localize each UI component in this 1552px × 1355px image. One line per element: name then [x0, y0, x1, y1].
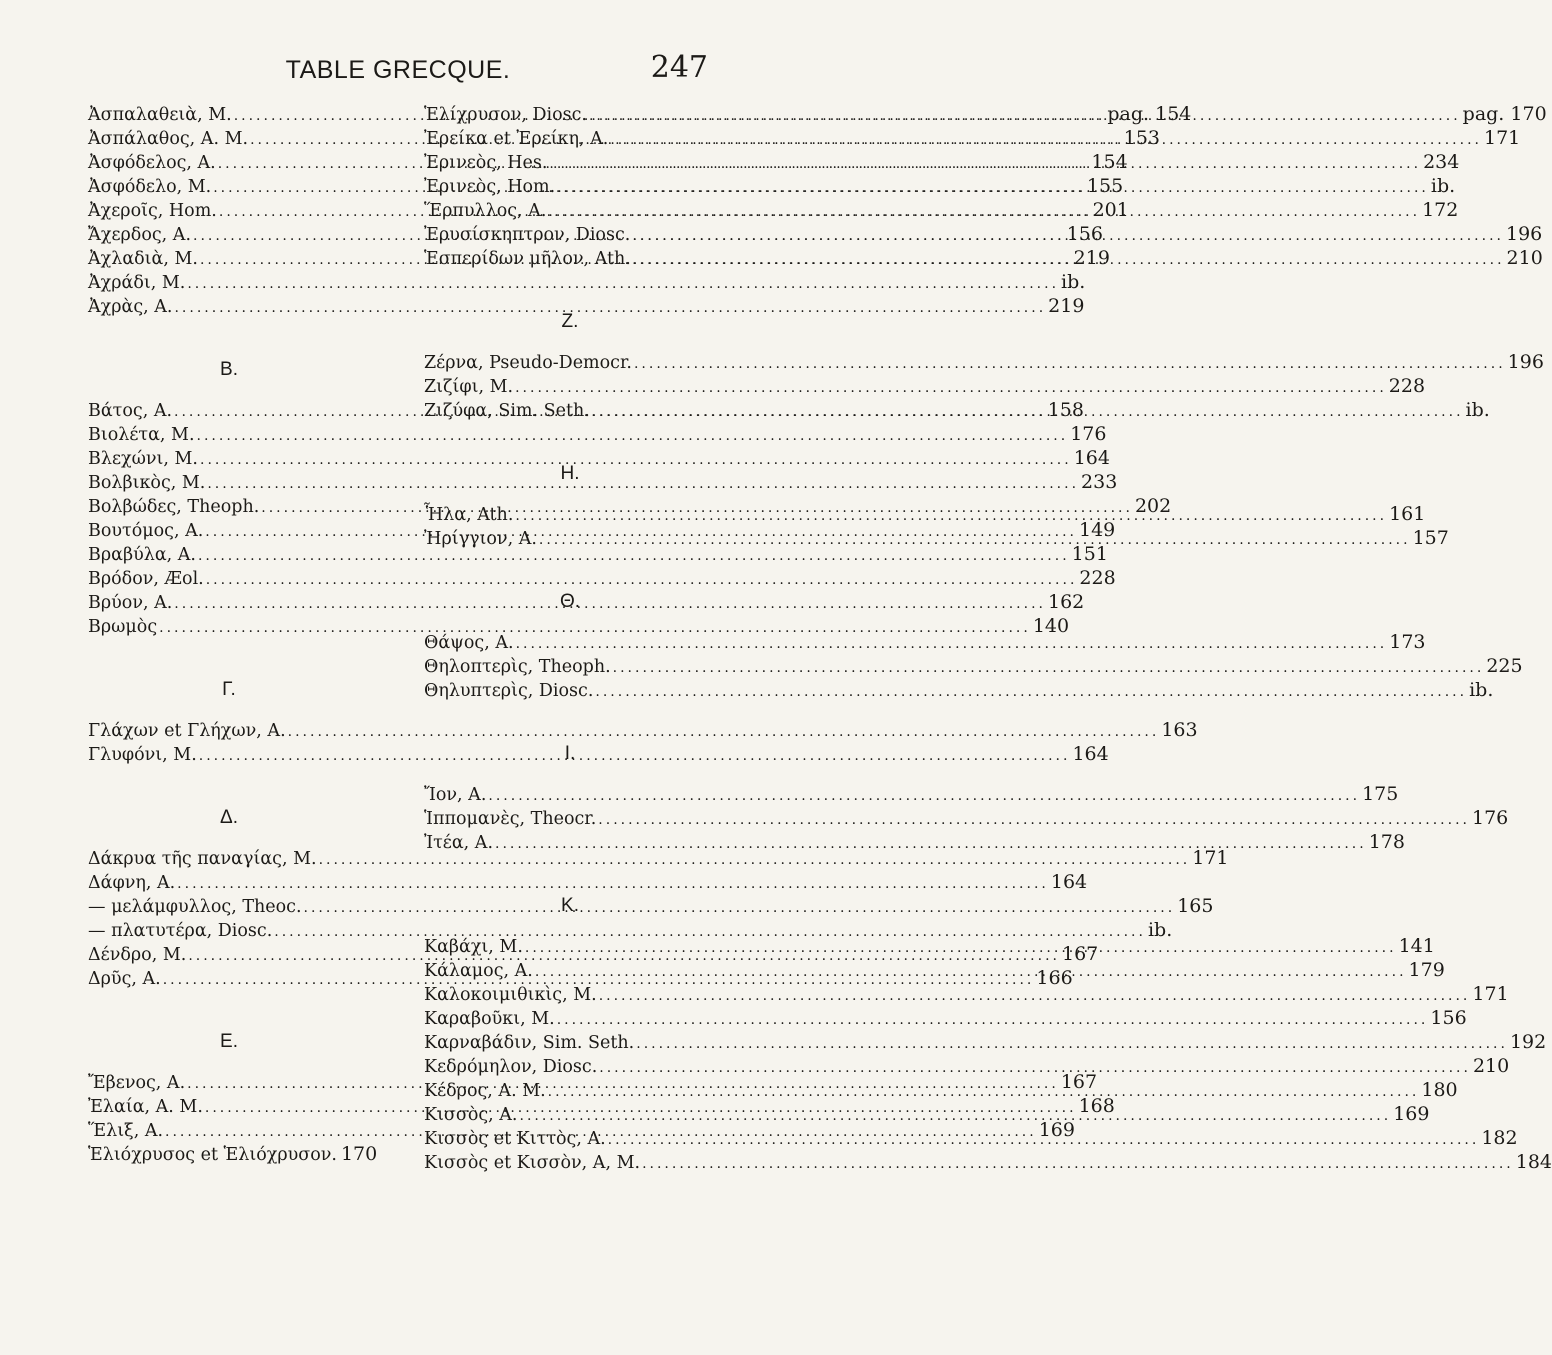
- entry-page: 225: [1486, 655, 1523, 677]
- entry-page: 169: [1038, 1119, 1075, 1141]
- entry-term: Θηλυπτερὶς, Diosc.: [424, 681, 594, 701]
- dot-leader: [642, 1152, 1514, 1176]
- dot-leader: [548, 1080, 1420, 1104]
- entry-page: 196: [1506, 223, 1543, 245]
- entry-page: ib.: [1465, 399, 1490, 421]
- entry-page: 176: [1471, 807, 1509, 829]
- entry-term: Βιολέτα, M.: [88, 425, 195, 445]
- entry-page: 184: [1515, 1151, 1552, 1173]
- index-entry: [88, 566, 1116, 590]
- index-entry: [424, 678, 1494, 702]
- index-entry: [424, 782, 1399, 806]
- entry-term: Κέδρος, A. M.: [424, 1081, 546, 1101]
- dot-leader: [515, 504, 1387, 528]
- entry-term: Ἔβενος, A.: [88, 1073, 186, 1093]
- entry-page: 219: [1048, 295, 1085, 317]
- entry-page: 201: [1092, 199, 1129, 221]
- dot-leader: [557, 1008, 1429, 1032]
- entry-term: Γλυφόνι, M.: [88, 745, 197, 765]
- index-entry: [424, 1030, 1547, 1054]
- entry-term: Ἀχλαδιὰ, M.: [88, 249, 198, 269]
- entry-term: Ἀσφόδελος, A.: [88, 153, 216, 173]
- index-entry: [88, 446, 1110, 470]
- entry-term: Καβάχι, M.: [424, 937, 523, 957]
- entry-term: Θάψος, A.: [424, 633, 514, 653]
- entry-term: Ἀχράδι, M.: [88, 273, 186, 293]
- entry-page: 196: [1507, 351, 1544, 373]
- entry-term: Θηλοπτερὶς, Theoph.: [424, 657, 611, 677]
- index-entry: [424, 830, 1405, 854]
- section-heading-e: E.: [220, 1031, 238, 1052]
- entry-term: Γλάχων et Γλήχων, A.: [88, 721, 286, 741]
- dot-leader: [599, 984, 1471, 1008]
- entry-term: Ζέρνα, Pseudo-Democr.: [424, 353, 632, 373]
- entry-term: Ἀσφόδελο, M.: [88, 177, 212, 197]
- entry-term: Ἕρπυλλος, A.: [424, 201, 547, 221]
- entry-page: 172: [1422, 199, 1459, 221]
- entry-term: Βάτος, A.: [88, 401, 173, 421]
- entry-page: 170: [340, 1143, 378, 1165]
- index-entry: [88, 894, 1214, 918]
- entry-term: Κεδρόμηλον, Diosc.: [424, 1057, 598, 1077]
- entry-term: Ἐρινεὸς, Hom.: [424, 177, 556, 197]
- entry-term: Βρόδον, Æol.: [88, 569, 204, 589]
- dot-leader: [598, 808, 1470, 832]
- entry-page: 167: [1060, 1071, 1098, 1093]
- index-entry: [88, 422, 1107, 446]
- entry-page: 175: [1362, 783, 1399, 805]
- section-heading-delta: Δ.: [220, 807, 238, 828]
- entry-term: Βολβικὸς, M.: [88, 473, 206, 493]
- entry-term: Ἐρινεὸς, Hes.: [424, 153, 548, 173]
- dot-leader: [613, 656, 1485, 680]
- entry-term: Βουτόμος, A.: [88, 521, 204, 541]
- entry-page: 210: [1472, 1055, 1510, 1077]
- entry-page: 210: [1506, 247, 1543, 269]
- section-iota: [424, 782, 1509, 854]
- entry-term: Ἄχερδος, A.: [88, 225, 192, 245]
- entry-page: 164: [1073, 447, 1110, 469]
- entry-page: 154: [1091, 151, 1128, 173]
- entry-page: 179: [1408, 959, 1445, 981]
- entry-term: Ἐρυσίσκηπτρον, Diosc.: [424, 225, 631, 245]
- entry-page: 182: [1481, 1127, 1518, 1149]
- section-heading-theta: Θ.: [559, 591, 581, 612]
- dot-leader: [557, 176, 1429, 200]
- entry-term: Ἴον, A.: [424, 785, 487, 805]
- entry-page: 233: [1081, 471, 1118, 493]
- entry-term: Δένδρο, M.: [88, 945, 187, 965]
- entry-term: Ἕλιξ, A.: [88, 1121, 164, 1141]
- dot-leader: [535, 960, 1407, 984]
- running-head: [88, 48, 708, 88]
- entry-term: Ἐρείκα et Ἐρείκη, A.: [424, 129, 609, 149]
- entry-page: 162: [1047, 591, 1085, 613]
- entry-term: Ἀχρὰς, A.: [88, 297, 173, 317]
- index-entry: [88, 1142, 378, 1166]
- entry-term: Ἑσπερίδων μῆλον, Ath.: [424, 249, 631, 269]
- index-entry: [88, 614, 1070, 638]
- dot-leader: [488, 784, 1360, 808]
- section-heading-z: Z.: [561, 311, 579, 332]
- entry-page: 173: [1389, 631, 1426, 653]
- section-gamma: [88, 718, 1198, 766]
- entry-page: 156: [1430, 1007, 1467, 1029]
- entry-term: Ἀχεροῖς, Hom.: [88, 201, 217, 221]
- entry-page: 192: [1509, 1031, 1547, 1053]
- entry-term: Ζιζύφα, Sim. Seth.: [424, 401, 590, 421]
- dot-leader: [610, 128, 1482, 152]
- dot-leader: [288, 720, 1160, 744]
- dot-leader: [548, 200, 1420, 224]
- entry-term: Καραβοῦκι, M.: [424, 1009, 555, 1029]
- entry-term: Ἀσπάλαθος, A. M.: [88, 129, 249, 149]
- index-entry: [424, 982, 1509, 1006]
- dot-leader: [592, 400, 1464, 424]
- entry-term: Βραβύλα, A.: [88, 545, 196, 565]
- entry-page: ib.: [1061, 271, 1086, 293]
- entry-page: 202: [1134, 495, 1172, 517]
- entry-term: Ἠρίγγιον, A.: [424, 529, 537, 549]
- entry-page: 171: [1472, 983, 1509, 1005]
- index-entry: [424, 1150, 1552, 1174]
- entry-page: ib.: [1469, 679, 1494, 701]
- section-heading-kappa: K.: [561, 895, 579, 916]
- entry-term: — πλατυτέρα, Diosc.: [88, 921, 273, 941]
- index-entry: [88, 294, 1085, 318]
- entry-page: 151: [1071, 543, 1108, 565]
- index-entry: [424, 1054, 1510, 1078]
- entry-page: 163: [1161, 719, 1198, 741]
- dot-leader: [633, 248, 1505, 272]
- entry-term: Ἑλίχρυσον, Diosc.: [424, 105, 587, 125]
- dot-leader: [539, 528, 1411, 552]
- entry-term: — μελάμφυλλος, Theoc.: [88, 897, 302, 917]
- index-entry: [424, 1006, 1467, 1030]
- entry-term: Δάφνη, A.: [88, 873, 176, 893]
- index-entry: [424, 374, 1426, 398]
- entry-page: 228: [1388, 375, 1426, 397]
- entry-page: 165: [1177, 895, 1214, 917]
- entry-page: ib.: [1430, 175, 1456, 197]
- running-title: TABLE GRECQUE.: [285, 56, 511, 84]
- entry-term: Ἐλαία, A. M.: [88, 1097, 203, 1117]
- entry-term: Κισσὸς, A.: [424, 1105, 518, 1125]
- entry-term: Βρωμὸς: [88, 617, 158, 637]
- dot-leader: [495, 832, 1367, 856]
- entry-page: pag. 154: [1107, 103, 1192, 125]
- index-entry: [88, 590, 1085, 614]
- entry-page: 167: [1062, 943, 1099, 965]
- entry-term: Βρύον, A.: [88, 593, 173, 613]
- section-heading-iota: I.: [564, 743, 576, 764]
- entry-term: Ἧλα, Ath.: [424, 505, 514, 525]
- entry-page: 141: [1398, 935, 1435, 957]
- entry-term: Δρῦς, A.: [88, 969, 161, 989]
- entry-page: 158: [1047, 399, 1084, 421]
- dot-leader: [595, 680, 1467, 704]
- entry-term: Βλεχώνι, M.: [88, 449, 198, 469]
- dot-leader: [525, 936, 1397, 960]
- index-entry: [88, 718, 1198, 742]
- index-entry: [88, 270, 1086, 294]
- index-entry: [88, 470, 1118, 494]
- section-heading-gamma: Γ.: [222, 679, 236, 700]
- entry-term: Κισσὸς et Κιττὸς, A.: [424, 1129, 606, 1149]
- entry-page: 149: [1078, 519, 1116, 541]
- entry-page: 176: [1070, 423, 1107, 445]
- section-heading-b: B.: [220, 359, 238, 380]
- index-entry: [88, 846, 1229, 870]
- index-entry: [424, 654, 1523, 678]
- dot-leader: [632, 224, 1504, 248]
- index-entry: [88, 870, 1088, 894]
- entry-page: pag. 170: [1462, 103, 1547, 125]
- dot-leader: [549, 152, 1421, 176]
- entry-page: 171: [1484, 127, 1521, 149]
- index-entry: [424, 630, 1426, 654]
- entry-page: ib.: [1147, 919, 1173, 941]
- index-entry: [88, 742, 1109, 766]
- index-entry: [424, 806, 1509, 830]
- entry-term: Ἑλιόχρυσος et Ἑλιόχρυσον.: [88, 1145, 337, 1165]
- entry-page: 164: [1072, 743, 1109, 765]
- entry-page: 180: [1421, 1079, 1458, 1101]
- index-entry: [88, 542, 1108, 566]
- dot-leader: [608, 1128, 1480, 1152]
- entry-term: Καρναβάδιν, Sim. Seth.: [424, 1033, 635, 1053]
- entry-term: Ἰτέα, A.: [424, 833, 494, 853]
- entry-page: 169: [1393, 1103, 1430, 1125]
- index-entry: [88, 918, 1173, 942]
- entry-page: 171: [1192, 847, 1229, 869]
- entry-page: 166: [1036, 967, 1073, 989]
- entry-term: Δάκρυα τῆς παναγίας, M.: [88, 849, 317, 869]
- dot-leader: [516, 632, 1388, 656]
- dot-leader: [634, 352, 1506, 376]
- entry-page: 140: [1032, 615, 1070, 637]
- entry-page: 153: [1123, 127, 1161, 149]
- section-heading-eta: H.: [560, 463, 580, 484]
- section-theta: [424, 630, 1523, 702]
- entry-term: Κισσὸς et Κισσὸν, A, M.: [424, 1153, 641, 1173]
- entry-term: Κάλαμος, A.: [424, 961, 533, 981]
- entry-page: 156: [1066, 223, 1103, 245]
- entry-page: 164: [1050, 871, 1088, 893]
- page-number: 247: [650, 50, 708, 85]
- index-entry: [424, 350, 1544, 374]
- entry-page: 234: [1423, 151, 1460, 173]
- entry-term: Ἱππομανὲς, Theocr.: [424, 809, 597, 829]
- entry-page: 178: [1368, 831, 1405, 853]
- dot-leader: [599, 1056, 1471, 1080]
- entry-page: 157: [1412, 527, 1449, 549]
- entry-page: 161: [1389, 503, 1426, 525]
- entry-page: 168: [1078, 1095, 1115, 1117]
- dot-leader: [520, 1104, 1392, 1128]
- entry-page: 228: [1079, 567, 1116, 589]
- entry-term: Βολβώδες, Theoph.: [88, 497, 260, 517]
- entry-page: 219: [1073, 247, 1110, 269]
- entry-page: 155: [1086, 175, 1124, 197]
- entry-term: Καλοκοιμιθικὶς, M.: [424, 985, 597, 1005]
- dot-leader: [636, 1032, 1508, 1056]
- dot-leader: [589, 104, 1461, 128]
- entry-term: Ἀσπαλαθειὰ, M.: [88, 105, 232, 125]
- dot-leader: [515, 376, 1387, 400]
- entry-term: Ζιζίφι, M.: [424, 377, 514, 397]
